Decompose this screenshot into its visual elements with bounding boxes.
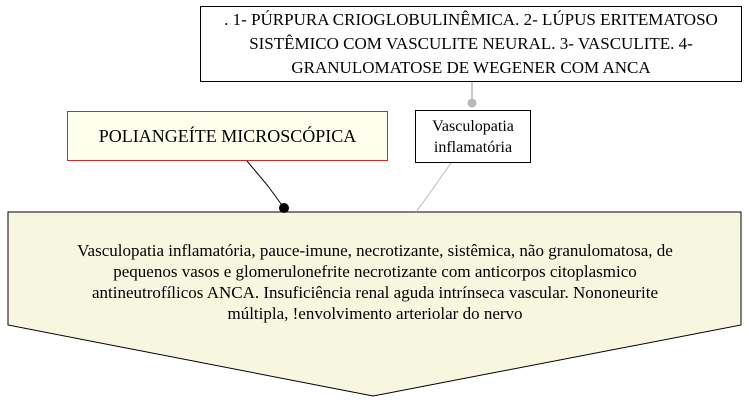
connector-diagnosis-to-callout	[247, 161, 284, 208]
diagnosis-box	[67, 111, 388, 161]
etiology-list-box	[200, 6, 742, 82]
category-box	[415, 110, 531, 163]
diagnosis-text: POLIANGEÍTE MICROSCÓPICA	[98, 125, 357, 146]
etiology-list-text: . 1- PÚRPURA CRIOGLOBULINÊMICA. 2- LÚPUS ERITEMATOSO SISTÊMICO COM VASCULITE NEURAL. 3- VASCULITE. 4- GRANULOMATOSE DE WEGENER COM ANCA	[224, 10, 718, 77]
category-text: Vasculopatia inflamatória	[432, 117, 514, 156]
connector-dot-gray	[468, 99, 477, 108]
description-text: Vasculopatia inflamatória, pauce-imune, necrotizante, sistêmica, não granulomatosa, de pequenos vasos e glomerulonefrite necrotizante com anticorpos citoplasmico antineutrofílicos ANCA. Insuficiência renal aguda intrínseca vascular. Nononeurite múltipla, !envolvimento arteriolar do nervo	[77, 241, 673, 323]
connector-category-to-callout	[416, 163, 451, 212]
connector-dot-black	[279, 203, 289, 213]
